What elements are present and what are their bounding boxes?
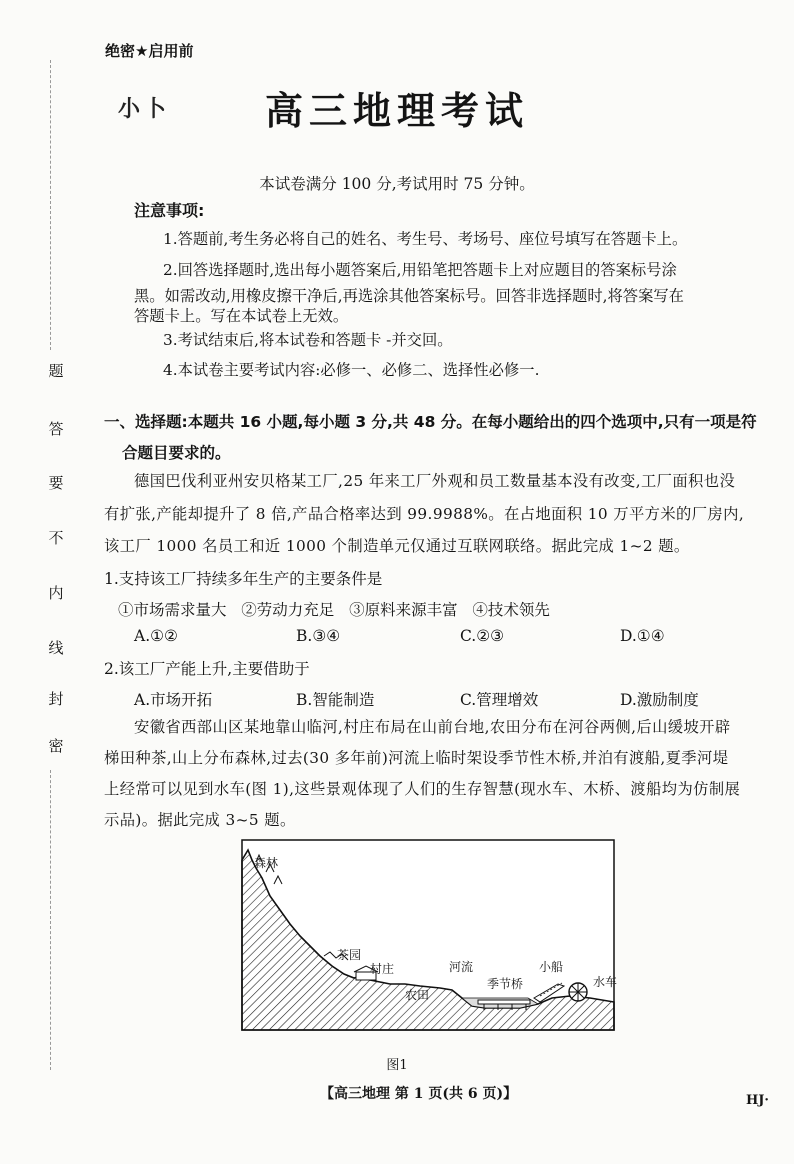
binding-line [50, 60, 52, 350]
passage-line: 德国巴伐利亚州安贝格某工厂,25 年来工厂外观和员工数量基本没有改变,工厂面积也没 [134, 472, 736, 490]
margin-char: 题 [48, 362, 64, 380]
notice-line: 4.本试卷主要考试内容:必修一、必修二、选择性必修一. [163, 361, 540, 379]
margin-char: 不 [48, 529, 64, 547]
notice-line: 答题卡上。写在本试卷上无效。 [134, 307, 349, 325]
passage-line: 该工厂 1000 名员工和近 1000 个制造单元仅通过互联网联络。据此完成 1~2 题。 [104, 537, 690, 555]
passage-line: 梯田种茶,山上分布森林,过去(30 多年前)河流上临时架设季节性木桥,并泊有渡船,夏季河堤 [104, 749, 729, 767]
figure-caption: 图1 [386, 1058, 408, 1073]
section-heading-line: 一、选择题:本题共 16 小题,每小题 3 分,共 48 分。在每小题给出的四个选项中,只有一项是符 [104, 413, 757, 431]
option-a: A.市场开拓 [134, 691, 213, 709]
page-title: 高三地理考试 [264, 89, 529, 133]
binding-line [50, 770, 52, 1070]
handwritten-scribble: 小卜 [118, 96, 171, 122]
figure-label-forest: 森林 [254, 856, 279, 870]
section-heading [104, 407, 764, 469]
margin-char: 封 [48, 690, 64, 708]
option-b: B.智能制造 [296, 691, 375, 709]
notice-line: 2.回答选择题时,选出每小题答案后,用铅笔把答题卡上对应题目的答案标号涂 [163, 261, 677, 279]
passage-line: 安徽省西部山区某地靠山临河,村庄布局在山前台地,农田分布在河谷两侧,后山缓坡开辟 [134, 718, 731, 736]
notice-line: 3.考试结束后,将本试卷和答题卡 -并交回。 [163, 331, 453, 349]
section-heading-line: 合题目要求的。 [122, 444, 231, 462]
corner-code: HJ· [746, 1093, 769, 1108]
option-c: C.②③ [460, 627, 505, 645]
figure-label-tea: 茶园 [337, 948, 362, 962]
passage-line: 有扩张,产能却提升了 8 倍,产品合格率达到 99.9988%。在占地面积 10 万平方米的厂房内, [104, 505, 745, 523]
landscape-cross-section-figure [240, 838, 616, 1038]
figure-label-farmland: 农田 [405, 988, 430, 1002]
exam-meta: 本试卷满分 100 分,考试用时 75 分钟。 [259, 175, 535, 193]
option-b: B.③④ [296, 627, 341, 645]
passage-line: 上经常可以见到水车(图 1),这些景观体现了人们的生存智慧(现水车、木桥、渡船均为仿制展 [104, 780, 741, 798]
notice-heading: 注意事项: [134, 201, 205, 220]
figure-label-waterwheel: 水车 [593, 975, 618, 989]
option-d: D.①④ [620, 627, 665, 645]
confidential-mark: 绝密★启用前 [105, 42, 194, 60]
notice-line: 黑。如需改动,用橡皮擦干净后,再选涂其他答案标号。回答非选择题时,将答案写在 [134, 287, 684, 305]
question-stem: 2.该工厂产能上升,主要借助于 [104, 660, 310, 678]
margin-char: 要 [48, 474, 64, 492]
figure-label-boat: 小船 [539, 960, 564, 974]
figure-label-village: 村庄 [370, 962, 395, 976]
margin-char: 密 [48, 737, 64, 755]
option-d: D.激励制度 [620, 691, 699, 709]
option-c: C.管理增效 [460, 691, 539, 709]
margin-char: 内 [48, 584, 64, 602]
page-footer: 【高三地理 第 1 页(共 6 页)】 [320, 1086, 518, 1102]
option-a: A.①② [134, 627, 178, 645]
figure-label-bridge: 季节桥 [487, 977, 524, 991]
figure-label-river: 河流 [449, 960, 474, 974]
notice-line: 1.答题前,考生务必将自己的姓名、考生号、考场号、座位号填写在答题卡上。 [163, 230, 688, 248]
question-stem: 1.支持该工厂持续多年生产的主要条件是 [104, 570, 383, 588]
seasonal-bridge-shape [478, 1000, 530, 1004]
margin-char: 线 [48, 639, 64, 657]
margin-char: 答 [48, 420, 64, 438]
question-items: ①市场需求量大 ②劳动力充足 ③原料来源丰富 ④技术领先 [118, 601, 550, 619]
passage-line: 示品)。据此完成 3~5 题。 [104, 811, 296, 829]
